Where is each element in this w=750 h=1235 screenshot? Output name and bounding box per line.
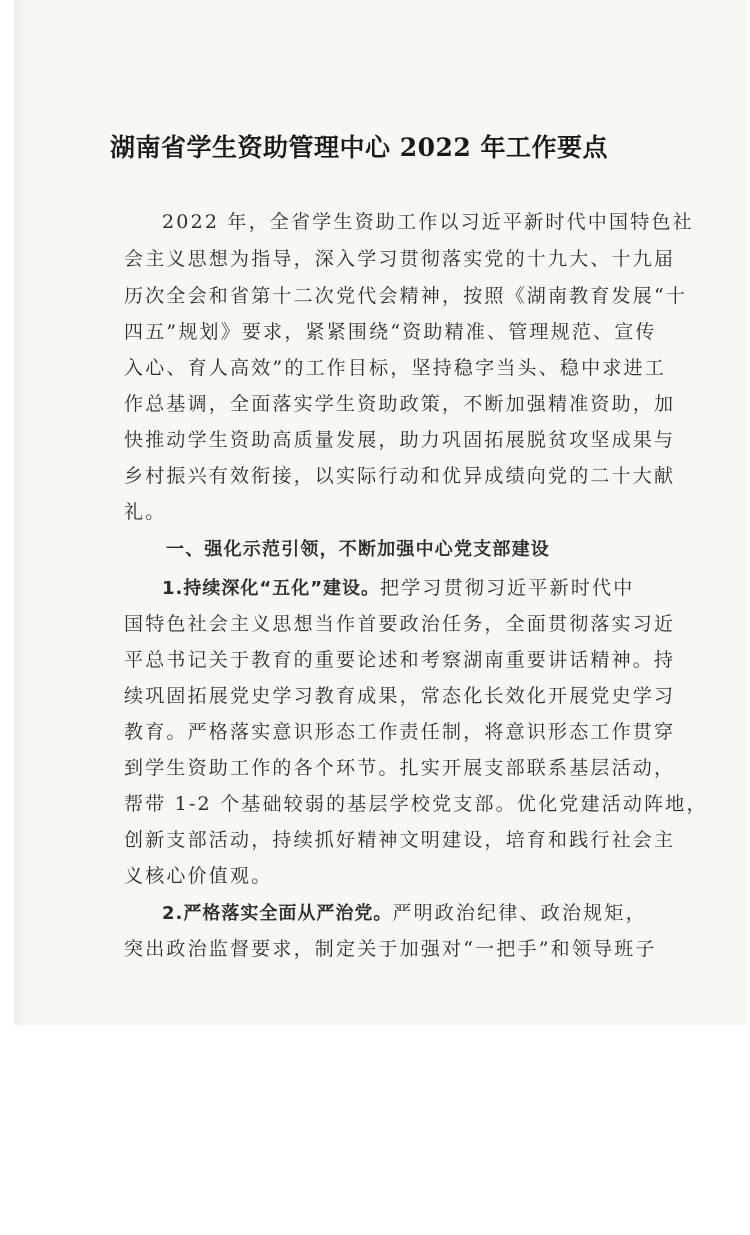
- section-heading: 一、强化示范引领，不断加强中心党支部建设: [166, 539, 550, 560]
- intro-line: 作总基调，全面落实学生资助政策，不断加强精准资助，加: [124, 393, 676, 415]
- intro-line: 入心、育人高效”的工作目标，坚持稳字当头、稳中求进工: [124, 357, 666, 379]
- item1-line: 创新支部活动，持续抓好精神文明建设，培育和践行社会主: [124, 829, 676, 851]
- item2-first-line: [162, 895, 647, 931]
- intro-line: 礼。: [124, 501, 167, 523]
- intro-line: 快推动学生资助高质量发展，助力巩固拓展脱贫攻坚成果与: [124, 429, 676, 451]
- item1-line: 帮带 1-2 个基础较弱的基层学校党支部。优化党建活动阵地，: [124, 793, 708, 815]
- intro-line: 2022 年，全省学生资助工作以习近平新时代中国特色社: [162, 211, 694, 233]
- item1-first-line: [162, 570, 635, 606]
- item1-lead: 1.持续深化“五化”建设。: [162, 578, 381, 599]
- document-title: 湖南省学生资助管理中心 2022 年工作要点: [110, 133, 608, 162]
- item2-line: 突出政治监督要求，制定关于加强对“一把手”和领导班子: [124, 938, 657, 960]
- item1-line: 义核心价值观。: [124, 865, 273, 887]
- item2-lead: 2.严格落实全面从严治党。: [162, 903, 393, 924]
- intro-line: 历次全会和省第十二次党代会精神，按照《湖南教育发展“十: [124, 285, 688, 307]
- item1-line: 国特色社会主义思想当作首要政治任务，全面贯彻落实习近: [124, 613, 676, 635]
- item1-line: 教育。严格落实意识形态工作责任制，将意识形态工作贯穿: [124, 721, 676, 743]
- intro-line: 四五”规划》要求，紧紧围绕“资助精准、管理规范、宣传: [124, 321, 657, 343]
- blank-margin: [0, 1025, 750, 1235]
- item2-first-rest: 严明政治纪律、政治规矩，: [392, 902, 647, 924]
- item1-line: 平总书记关于教育的重要论述和考察湖南重要讲话精神。持: [124, 649, 676, 671]
- intro-line: 会主义思想为指导，深入学习贯彻落实党的十九大、十九届: [124, 248, 676, 270]
- item1-first-rest: 把学习贯彻习近平新时代中: [380, 577, 635, 599]
- scan-shadow-edge: [14, 0, 28, 1025]
- item1-line: 到学生资助工作的各个环节。扎实开展支部联系基层活动，: [124, 757, 676, 779]
- item1-line: 续巩固拓展党史学习教育成果，常态化长效化开展党史学习: [124, 685, 676, 707]
- intro-line: 乡村振兴有效衔接，以实际行动和优异成绩向党的二十大献: [124, 465, 676, 487]
